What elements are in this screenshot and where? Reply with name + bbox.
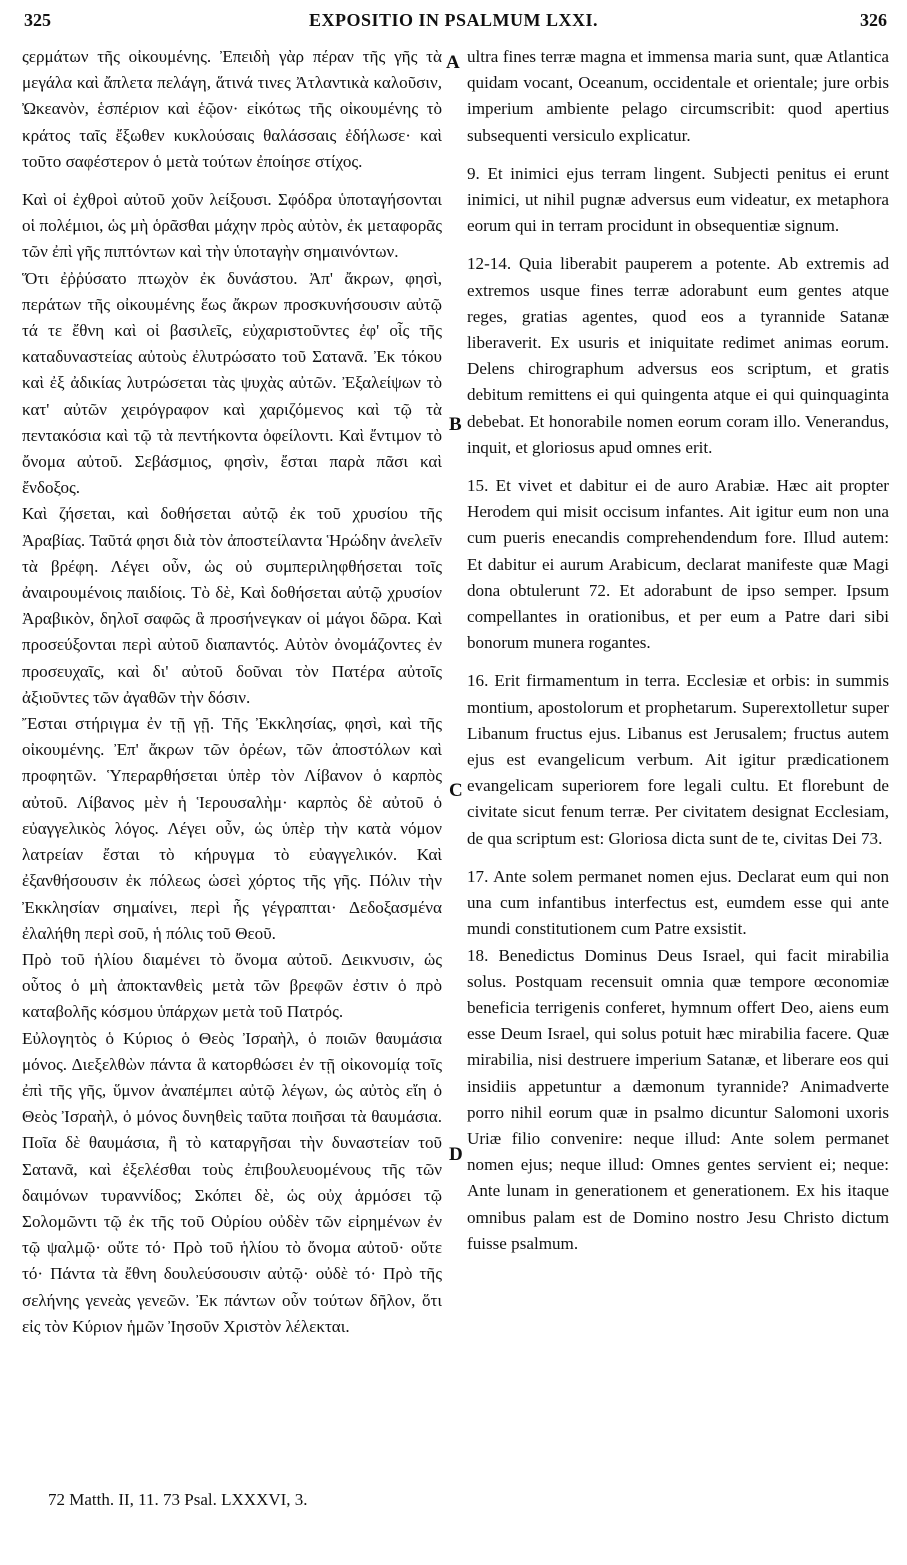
latin-paragraph: 9. Et inimici ejus terram lingent. Subjecti penitus ei erunt inimici, ut nihil pugnæ adversus eum videatur, ex metaphora eorum qui in terram procidunt in obsequentiæ signum. [467,163,889,236]
latin-paragraph: 18. Benedictus Dominus Deus Israel, qui facit mirabilia solus. Postquam recensuit omnia quæ tempore œconomiæ beneficia terrigenis conferet, hymnum offert Deo, aiens eum esse Deum Israel, qui solus potuit hæc mirabilia facere. Quæ mirabilia, nisi destruere imperium Satanæ, et liberare eos qui insidiis appetuntur a dæmonum tyrannide? Animadverte porro nihil eorum quæ in psalmo dicuntur Salomoni uxoris Uriæ filio convenire: neque illud: Ante solem permanet nomen ejus; neque illud: Omnes gentes servient ei; neque: Ante lunam in generationem et generationem. Ex his itaque omnibus palam est de Domino nostro Jesu Christo dictum fuisse psalmum. [467,945,889,1253]
margin-letter-c: C [449,780,463,801]
greek-paragraph: Εὐλογητὸς ὁ Κύριος ὁ Θεὸς Ἰσραὴλ, ὁ ποιῶν θαυμάσια μόνος. Διεξελθὼν πάντα ἃ κατορθώσει ἐν τῇ οἰκονομίᾳ τοῖς ἐπὶ τῆς γῆς, ὕμνον ἀναπέμπει αὐτῷ λέγων, ὡς αὐτὸς εἴη ὁ Θεὸς Ἰσραὴλ, ὁ μόνος δυνηθεὶς ταῦτα ποιῆσαι τὰ θαυμάσια. Ποῖα δὲ θαυμάσια, ἢ τὸ καταργῆσαι τὴν δυναστείαν τοῦ Σατανᾶ, καὶ ἐξελέσθαι τοὺς ἐπιβουλευομένους τῆς τῶν δαιμόνων τυραννίδος; Σκόπει δὲ, ὡς οὐχ ἁρμόσει τῷ Σολομῶντι τῷ ἐκ τῆς τοῦ Οὐρίου οὐδὲν τῶν εἰρημένων ἐν τῷ ψαλμῷ· οὔτε τό· Πρὸ τοῦ ἡλίου τὸ ὄνομα αὐτοῦ· οὔτε τό· Πάντα τὰ ἔθνη δουλεύσουσιν αὐτῷ· οὐδὲ τό· Πρὸ τῆς σελήνης γενεὰς γενεῶν. Ἐκ πάντων οὖν τούτων δῆλον, ὅτι εἰς τὸν Κύριον ἡμῶν Ἰησοῦν Χριστὸν λέλεκται. [22,1028,442,1336]
greek-paragraph: Ἔσται στήριγμα ἐν τῇ γῇ. Τῆς Ἐκκλησίας, φησὶ, καὶ τῆς οἰκουμένης. Ἐπ' ἄκρων τῶν ὀρέων, τῶν ἀποστόλων καὶ προφητῶν. Ὑπεραρθήσεται ὑπὲρ τὸν Λίβανον ὁ καρπὸς αὐτοῦ. Λίβανος μὲν ἡ Ἱερουσαλὴμ· καρπὸς δὲ αὐτοῦ ὁ εὐαγγελικὸς λόγος. Λέγει οὖν, ὡς ὑπὲρ τὴν κατὰ νόμον λατρείαν ἔσται τὸ κήρυγμα τὸ εὐαγγελικόν. Καὶ ἐξανθήσουσιν ἐκ πόλεως ὡσεὶ χόρτος τῆς γῆς. Πόλιν τὴν Ἐκκλησίαν σημαίνει, περὶ ἧς γέγραπται· Δεδοξασμένα ἐλαλήθη περὶ σοῦ, ἡ πόλις τοῦ Θεοῦ. [22,714,442,943]
left-page-number: 325 [24,10,51,30]
greek-paragraph: Καὶ ζήσεται, καὶ δοθήσεται αὐτῷ ἐκ τοῦ χρυσίου τῆς Ἀραβίας. Ταῦτά φησι διὰ τὸν ἀποστείλαντα Ἡρώδην ἀνελεῖν τὰ βρέφη. Λέγει οὖν, ὡς οὐ συμπεριληφθήσεται τοῖς ἀναιρουμένοις παιδίοις. Τὸ δὲ, Καὶ δοθήσεται αὐτῷ χρυσίον Ἀραβικὸν, δηλοῖ σαφῶς ἃ προσήνεγκαν οἱ μάγοι δῶρα. Καὶ προσεύξονται περὶ αὐτοῦ διαπαντός. Αὐτὸν ὀνομάζοντες ἐν προσευχαῖς, καὶ δι' αὐτοῦ δοῦναι τὸν Πατέρα αὐτοῖς ἀξιοῦντες τῶν ἀγαθῶν τὴν δόσιν. [22,504,442,707]
margin-letter-b: B [449,414,462,435]
margin-letter-d: D [449,1144,463,1165]
greek-paragraph: Πρὸ τοῦ ἡλίου διαμένει τὸ ὄνομα αὐτοῦ. Δεικνυσιν, ὡς οὗτος ὁ μὴ ἀποκτανθεὶς μετὰ τῶν βρεφῶν ἐστιν ὁ πρὸ καταβολῆς κόσμου ὑπάρχων μετὰ τοῦ Πατρός. [22,949,442,1022]
running-header [0,6,907,36]
greek-column [22,44,442,1340]
right-page-number: 326 [860,10,887,30]
latin-paragraph: 12-14. Quia liberabit pauperem a potente. Ab extremis ad extremos usque fines terræ adorabunt eum gentes atque reges, gratias agentes, quod eos a tyrannide Satanæ liberaverit. Ex usuris et iniquitate redimet animas eorum. Delens chirographum adversus eos scriptum, et gratis debitum remittens ei qui quingenta atque ei qui quinquaginta debebat. Et honorabile nomen eorum coram illo. Venerandus, inquit, et gloriosus apud omnes erit. [467,254,889,457]
latin-paragraph: 17. Ante solem permanet nomen ejus. Declarat eum qui non una cum infantibus interfectus est, eumdem esse qui ante mundi constitutionem cum Patre exsistit. [467,866,889,939]
running-title: EXPOSITIO IN PSALMUM LXXI. [308,10,599,30]
latin-paragraph: 16. Erit firmamentum in terra. Ecclesiæ et orbis: in summis montium, apostolorum et prophetarum. Superextolletur super Libanum fructus ejus. Libanus est Jerusalem; fructus autem ejus est evangelicum verbum. Ait igitur prædicationem evangelicam superiorem fore legali cultu. Et florebunt de civitate sicut fenum terræ. Per civitatem designat Ecclesiam, de qua scriptum est: Gloriosa dicta sunt de te, civitas Dei 73. [467,671,889,848]
margin-letter-a: A [446,52,460,73]
greek-paragraph: Ὅτι ἐῤῥύσατο πτωχὸν ἐκ δυνάστου. Ἀπ' ἄκρων, φησὶ, περάτων τῆς οἰκουμένης ἕως ἄκρων προσκυνήσουσιν αὐτῷ τά τε ἔθνη καὶ οἱ βασιλεῖς, εὐχαριστοῦντες ἐφ' οἷς τῆς καταδυναστείας αὐτοὺς ἐλυτρώσατο τοῦ Σατανᾶ. Ἐκ τόκου καὶ ἐξ ἀδικίας λυτρώσεται τὰς ψυχὰς αὐτῶν. Ἐξαλείψων τὸ κατ' αὐτῶν χειρόγραφον καὶ χαριζόμενος καὶ τῷ τὰ πεντακόσια καὶ τῷ τὰ πεντήκοντα ὀφείλοντι. Καὶ ἔντιμον τὸ ὄνομα αὐτοῦ. Σεβάσμιος, φησὶν, ἔσται παρὰ πᾶσι καὶ ἔνδοξος. [22,268,442,498]
latin-paragraph: 15. Et vivet et dabitur ei de auro Arabiæ. Hæc ait propter Herodem qui misit occisum infantes. Ait igitur eum non una cum pueris enecandis comprehendendum fore. Illud autem: Et dabitur ei aurum Arabicum, declarat manifeste quæ Magi dona obtulerunt 72. Et adorabunt de ipso semper. Ipsum compellantes in orationibus, et per eum a Patre dari sibi bonorum munera rogantes. [467,476,889,653]
greek-paragraph: Καὶ οἱ ἐχθροὶ αὐτοῦ χοῦν λείξουσι. Σφόδρα ὑποταγήσονται οἱ πολέμιοι, ὡς μὴ ὁρᾶσθαι μάχην πρὸς αὐτὸν, ἐκ μεταφορᾶς τῶν ἐπὶ γῆς πιπτόντων καὶ τὴν ὑποταγὴν σημαινόντων. [22,190,442,262]
latin-column [467,44,889,1257]
greek-paragraph: ςερμάτων τῆς οἰκουμένης. Ἐπειδὴ γὰρ πέραν τῆς γῆς τὰ μεγάλα καὶ ἄπλετα πελάγη, ἅτινά τινες Ἀτλαντικὰ καλοῦσιν, Ὠκεανὸν, ἑσπέριον καὶ ἑῷον· εἰκότως τῆς οἰκουμένης τὸ κράτος ταῖς ἔξωθεν κυκλούσαις θαλάσσαις ἐδήλωσε· καὶ τοῦτο σαφέστερον ὁ μετὰ τούτων ἐποίησε στίχος. [22,47,442,171]
latin-paragraph: ultra fines terræ magna et immensa maria sunt, quæ Atlantica quidam vocant, Oceanum, occidentale et orientale; jure orbis imperium ambiente pelago circumscribit: quod apertius subsequenti versiculo explicatur. [467,47,889,145]
footnotes: 72 Matth. II, 11. 73 Psal. LXXXVI, 3. [48,1490,308,1509]
